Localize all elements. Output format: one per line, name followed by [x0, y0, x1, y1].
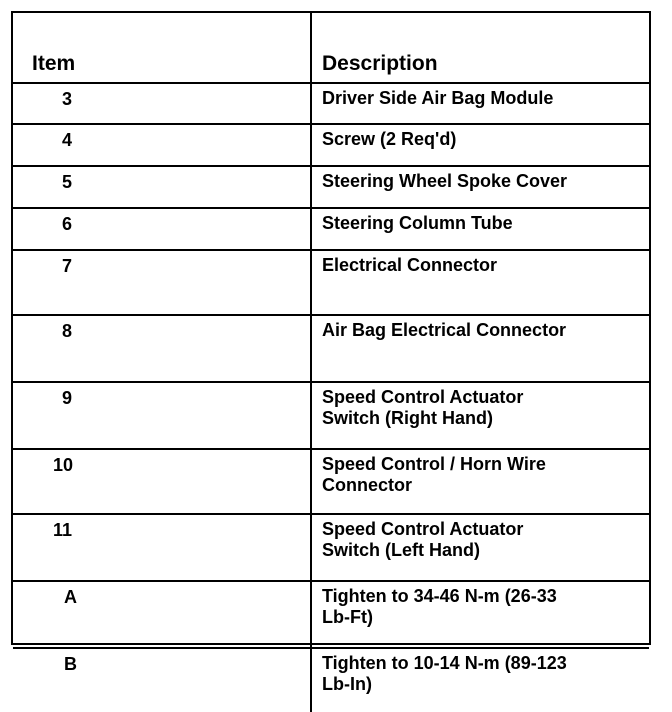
table-row [13, 648, 649, 712]
description-line: Speed Control / Horn Wire [322, 454, 546, 474]
item-cell: 10 [13, 449, 311, 514]
description-cell: Electrical Connector [311, 250, 649, 315]
description-line: Speed Control Actuator [322, 519, 524, 539]
item-cell: 4 [13, 124, 311, 166]
description-line: Switch (Right Hand) [322, 408, 493, 428]
item-cell: B [13, 648, 311, 712]
description-line: Tighten to 34-46 N-m (26-33 [322, 586, 557, 606]
description-line: Lb-Ft) [322, 607, 373, 627]
item-cell: 6 [13, 208, 311, 250]
table-row [13, 315, 649, 382]
description-line: Switch (Left Hand) [322, 540, 480, 560]
table-row [13, 449, 649, 514]
description-cell [311, 382, 649, 449]
description-cell: Driver Side Air Bag Module [311, 83, 649, 124]
table-row [13, 208, 649, 250]
description-header: Description [311, 13, 649, 83]
item-header: Item [13, 13, 311, 83]
item-cell: 7 [13, 250, 311, 315]
table-row [13, 83, 649, 124]
table-row [13, 382, 649, 449]
parts-table [11, 11, 651, 694]
table-row [13, 124, 649, 166]
description-cell: Screw (2 Req'd) [311, 124, 649, 166]
table-row [13, 514, 649, 581]
description-cell [311, 514, 649, 581]
table-row [13, 581, 649, 648]
description-cell: Steering Column Tube [311, 208, 649, 250]
description-cell [311, 449, 649, 514]
description-cell: Steering Wheel Spoke Cover [311, 166, 649, 208]
description-line: Tighten to 10-14 N-m (89-123 [322, 653, 567, 673]
description-line: Lb-In) [322, 674, 372, 694]
table-row [13, 166, 649, 208]
item-cell: A [13, 581, 311, 648]
item-cell: 3 [13, 83, 311, 124]
header-row [13, 13, 649, 83]
description-line: Speed Control Actuator [322, 387, 524, 407]
description-cell [311, 581, 649, 648]
item-cell: 5 [13, 166, 311, 208]
table-row [13, 250, 649, 315]
item-cell: 8 [13, 315, 311, 382]
item-cell: 9 [13, 382, 311, 449]
description-cell: Air Bag Electrical Connector [311, 315, 649, 382]
parts-table-grid [13, 13, 649, 712]
item-cell: 11 [13, 514, 311, 581]
description-cell [311, 648, 649, 712]
description-line: Connector [322, 475, 412, 495]
